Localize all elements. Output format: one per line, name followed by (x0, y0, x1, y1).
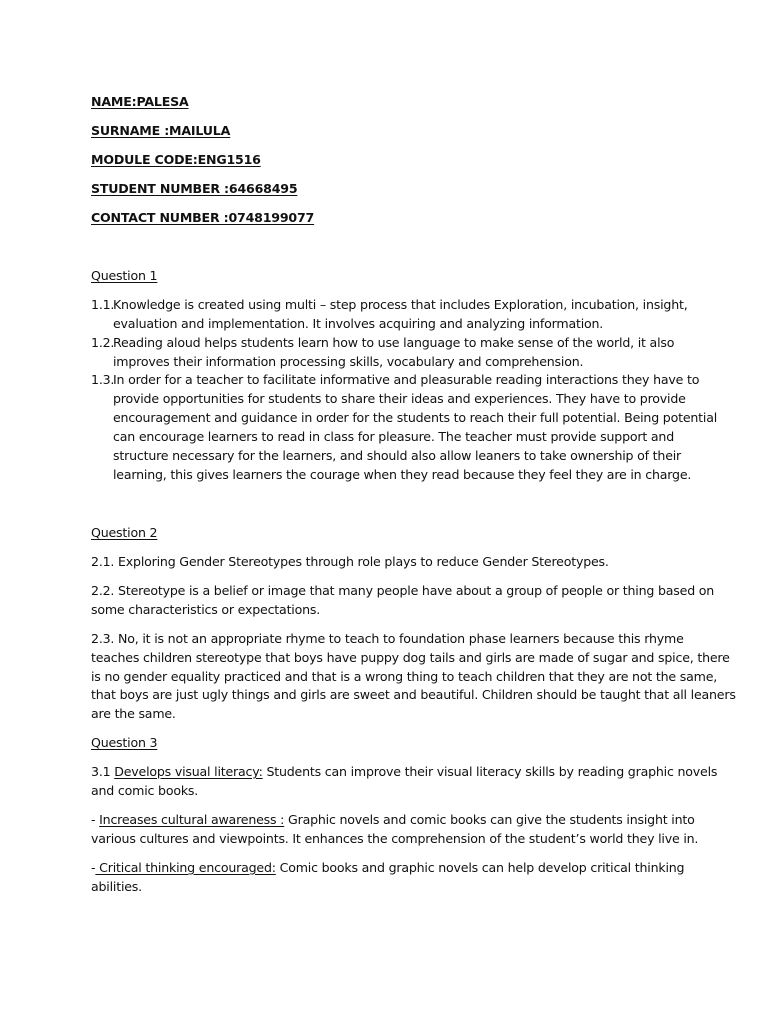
answer-line (91, 763, 717, 781)
answer-line: that boys are just ugly things and girls are sweet and beautiful. Children should be taught that all leaners (91, 687, 736, 702)
answer-line: some characteristics or expectations. (91, 602, 321, 617)
term-visual-literacy: Develops visual literacy: (114, 764, 263, 779)
answer-line: Reading aloud helps students learn how to use language to make sense of the world, it also (113, 335, 675, 350)
answer-line: abilities. (91, 879, 142, 894)
answer-line: and comic books. (91, 783, 199, 798)
answer-text: Students can improve their visual literacy skills by reading graphic novels (262, 764, 718, 779)
answer-line: 2.2. Stereotype is a belief or image that many people have about a group of people or thing based on (91, 583, 715, 598)
answer-line: encouragement and guidance in order for the students to reach their full potential. Being potential (113, 410, 718, 425)
answer-line: Knowledge is created using multi – step process that includes Exploration, incubation, insight, (113, 297, 688, 312)
item-prefix: 3.1 (91, 764, 115, 779)
term-cultural-awareness: Increases cultural awareness : (99, 812, 285, 827)
answer-2-1: 2.1. Exploring Gender Stereotypes through role plays to reduce Gender Stereotypes. (91, 554, 609, 569)
answer-line: is no gender equality practiced and that is a wrong thing to teach children that they are not the same, (91, 669, 718, 684)
contact-number-line: CONTACT NUMBER :0748199077 (91, 210, 315, 225)
answer-line: evaluation and implementation. It involves acquiring and analyzing information. (113, 316, 604, 331)
answer-line: can encourage learners to read in class for pleasure. The teacher must provide support and (113, 429, 674, 444)
item-prefix: - (91, 860, 96, 875)
item-number: 1.2. (91, 335, 115, 350)
name-line: NAME:PALESA (91, 94, 189, 109)
question-3-heading: Question 3 (91, 735, 158, 750)
answer-line: 2.3. No, it is not an appropriate rhyme to teach to foundation phase learners because this rhyme (91, 631, 684, 646)
answer-line: improves their information processing skills, vocabulary and comprehension. (113, 354, 584, 369)
answer-line: structure necessary for the learners, and should also allow leaners to take ownership of their (113, 448, 682, 463)
answer-line: teaches children stereotype that boys have puppy dog tails and girls are made of sugar and spice, there (91, 650, 730, 665)
answer-line: provide opportunities for students to share their ideas and experiences. They have to provide (113, 391, 686, 406)
module-code-line: MODULE CODE:ENG1516 (91, 152, 261, 167)
question-1-heading: Question 1 (91, 268, 158, 283)
question-2-heading: Question 2 (91, 525, 158, 540)
item-number: 1.3. (91, 372, 115, 387)
answer-line: various cultures and viewpoints. It enhances the comprehension of the student’s world they live in. (91, 831, 699, 846)
surname-line: SURNAME :MAILULA (91, 123, 231, 138)
item-prefix: - (91, 812, 100, 827)
answer-line (91, 811, 695, 829)
answer-line: learning, this gives learners the courage when they read because they feel they are in charge. (113, 467, 692, 482)
answer-text: Comic books and graphic novels can help develop critical thinking (275, 860, 685, 875)
answer-line: In order for a teacher to facilitate informative and pleasurable reading interactions they have to (113, 372, 700, 387)
answer-line: are the same. (91, 706, 176, 721)
answer-line (91, 859, 684, 877)
answer-text: Graphic novels and comic books can give the students insight into (284, 812, 695, 827)
item-number: 1.1. (91, 297, 115, 312)
term-critical-thinking: Critical thinking encouraged: (95, 860, 276, 875)
student-number-line: STUDENT NUMBER :64668495 (91, 181, 298, 196)
